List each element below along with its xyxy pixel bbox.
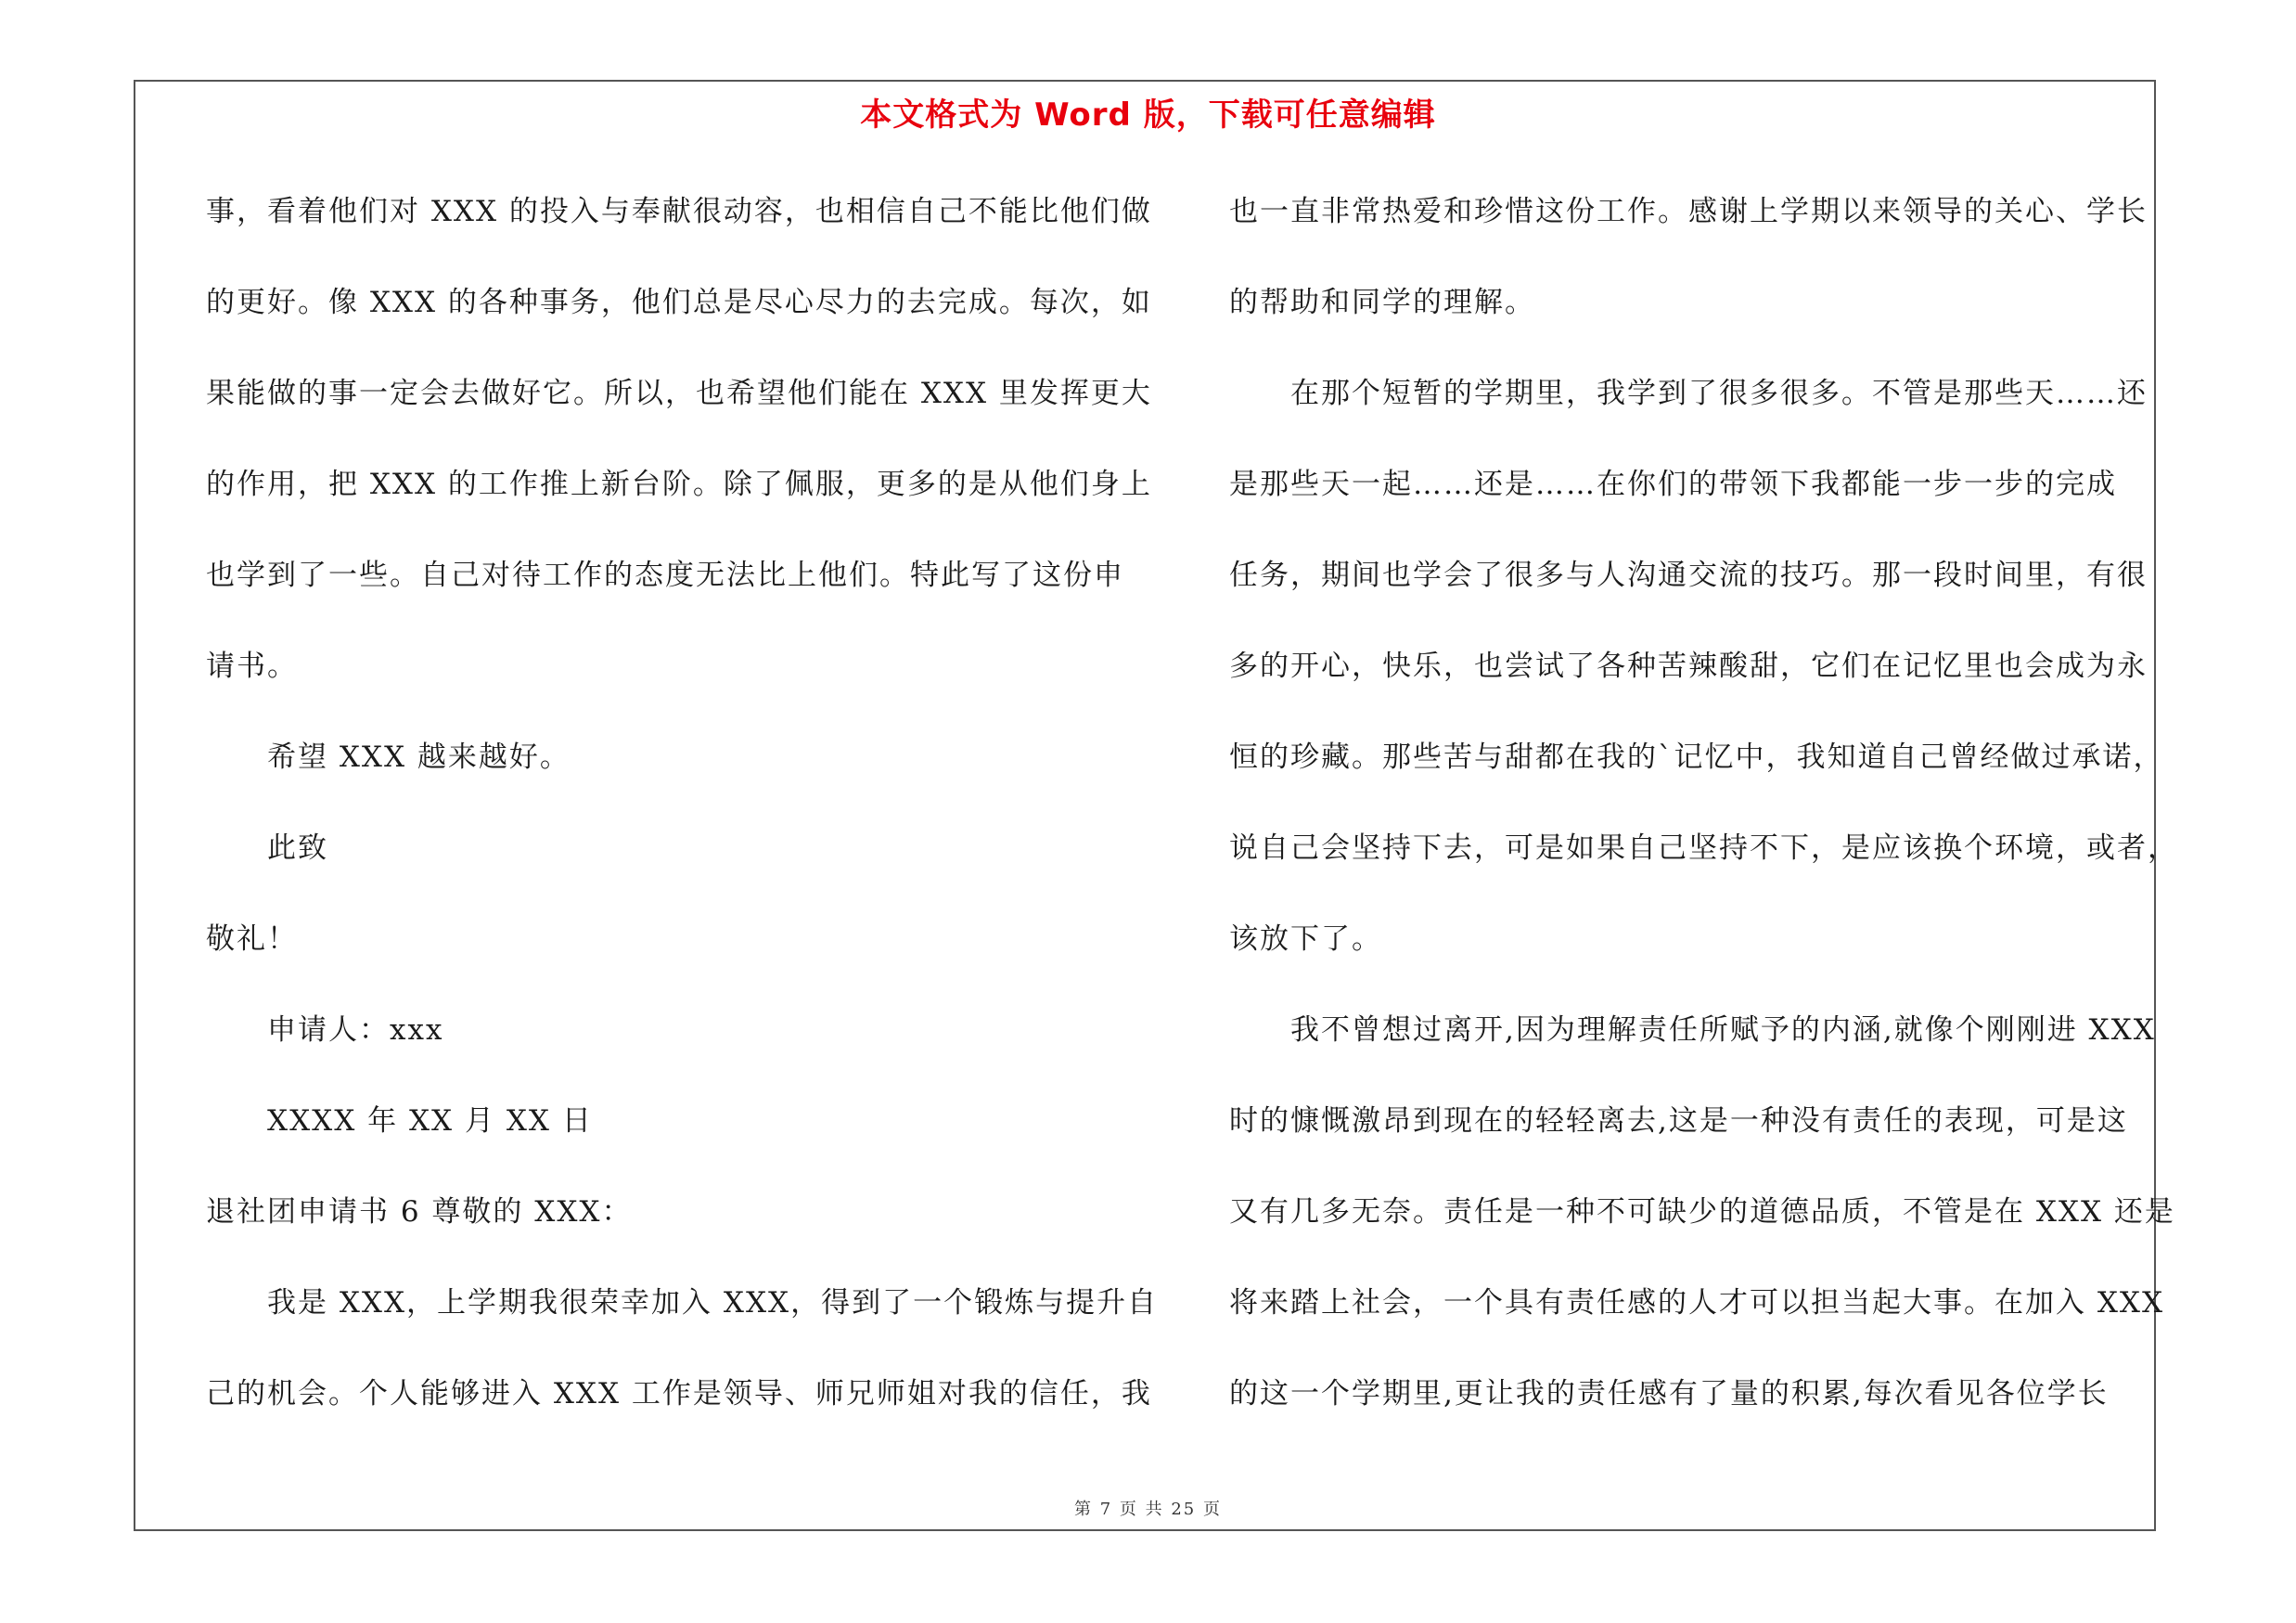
text-line: 的帮助和同学的理解。: [1229, 286, 1535, 319]
closing-regards: 敬礼！: [206, 922, 298, 956]
text-line: 也一直非常热爱和珍惜这份工作。感谢上学期以来领导的关心、学长: [1229, 195, 2148, 228]
text-line: 果能做的事一定会去做好它。所以，也希望他们能在 XXX 里发挥更大: [206, 377, 1152, 410]
text-line: 的这一个学期里,更让我的责任感有了量的积累,每次看见各位学长: [1229, 1377, 2109, 1410]
text-line: 在那个短暂的学期里，我学到了很多很多。不管是那些天……还: [1290, 377, 2148, 410]
text-line: 说自己会坚持下去，可是如果自己坚持不下，是应该换个环境，或者，: [1229, 831, 2178, 865]
text-line: 的更好。像 XXX 的各种事务，他们总是尽心尽力的去完成。每次，如: [206, 286, 1152, 319]
text-line: 又有几多无奈。责任是一种不可缺少的道德品质，不管是在 XXX 还是: [1229, 1195, 2175, 1229]
text-line: 该放下了。: [1229, 922, 1382, 956]
text-line: 我不曾想过离开,因为理解责任所赋予的内涵,就像个刚刚进 XXX: [1290, 1013, 2156, 1047]
text-line: 多的开心，快乐，也尝试了各种苦辣酸甜，它们在记忆里也会成为永: [1229, 650, 2148, 683]
format-banner: 本文格式为 Word 版，下载可任意编辑: [860, 97, 1436, 134]
left-column: [206, 182, 1159, 1455]
text-line: 我是 XXX，上学期我很荣幸加入 XXX，得到了一个锻炼与提升自: [267, 1286, 1159, 1320]
text-line: 恒的珍藏。那些苦与甜都在我的`记忆中，我知道自己曾经做过承诺，: [1229, 741, 2164, 774]
section-heading: 退社团申请书 6 尊敬的 XXX：: [206, 1195, 633, 1229]
page-number: 第 7 页 共 25 页: [1074, 1500, 1222, 1519]
right-column: [1229, 182, 2178, 1455]
text-line: 的作用，把 XXX 的工作推上新台阶。除了佩服，更多的是从他们身上: [206, 468, 1152, 501]
text-line: 时的慷慨激昂到现在的轻轻离去,这是一种没有责任的表现，可是这: [1229, 1104, 2128, 1138]
text-line: 是那些天一起……还是……在你们的带领下我都能一步一步的完成: [1229, 468, 2117, 501]
closing-salutation: 此致: [267, 831, 328, 865]
text-line: 任务，期间也学会了很多与人沟通交流的技巧。那一段时间里，有很: [1229, 559, 2148, 592]
text-line: 也学到了一些。自己对待工作的态度无法比上他们。特此写了这份申: [206, 559, 1124, 592]
text-line: 己的机会。个人能够进入 XXX 工作是领导、师兄师姐对我的信任，我: [206, 1377, 1152, 1410]
text-line: 请书。: [206, 650, 298, 683]
text-line: 将来踏上社会，一个具有责任感的人才可以担当起大事。在加入 XXX: [1229, 1286, 2165, 1320]
applicant-signature: 申请人：xxx: [267, 1013, 444, 1047]
text-line: 希望 XXX 越来越好。: [267, 741, 571, 774]
text-line: 事，看着他们对 XXX 的投入与奉献很动容，也相信自己不能比他们做: [206, 195, 1152, 228]
date-line: XXXX 年 XX 月 XX 日: [267, 1104, 593, 1138]
